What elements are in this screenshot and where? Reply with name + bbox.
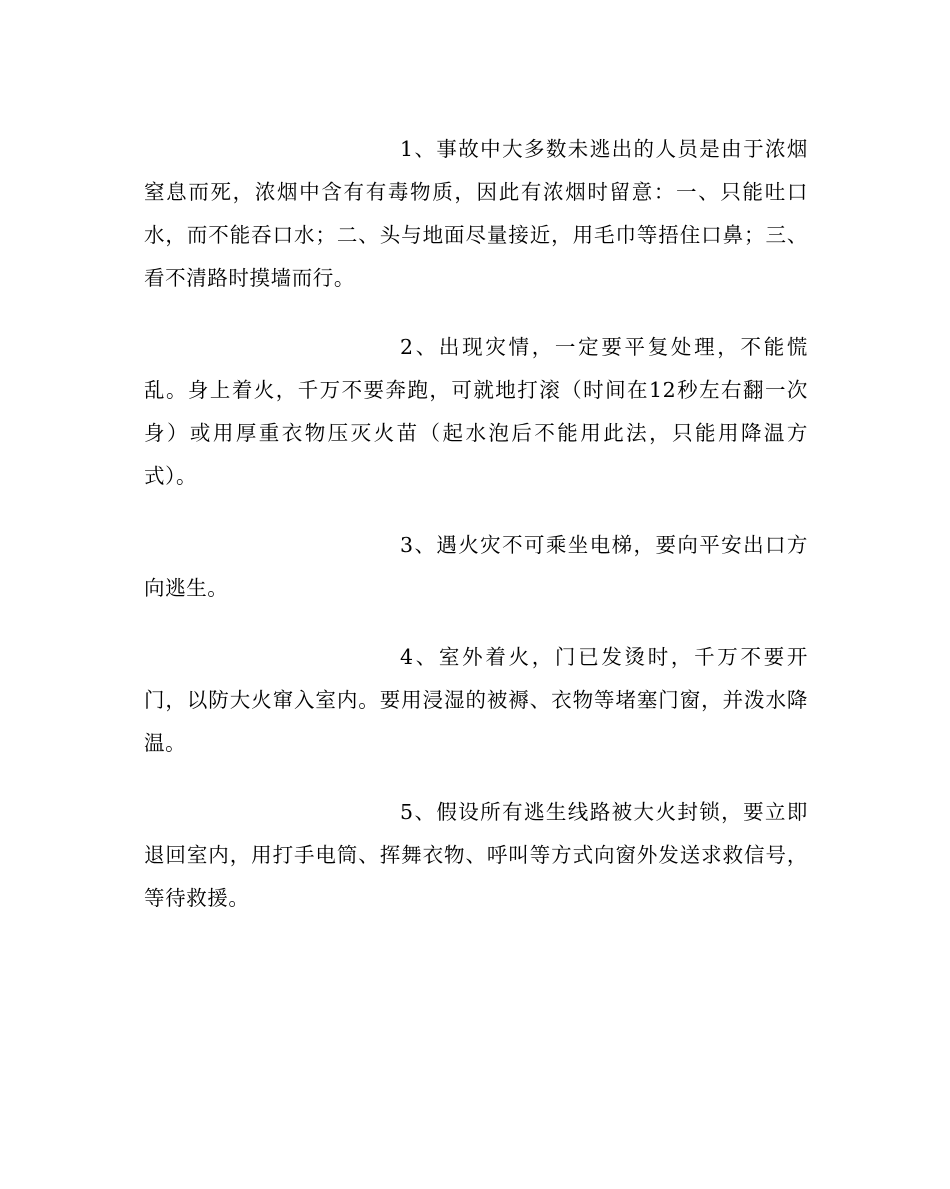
paragraph-4: 4、室外着火，门已发烫时，千万不要开门，以防大火窜入室内。要用浸湿的被褥、衣物等堵塞门窗，并泼水降温。 xyxy=(144,645,808,755)
paragraph-5: 5、假设所有逃生线路被大火封锁，要立即退回室内，用打手电筒、挥舞衣物、呼叫等方式向窗外发送求救信号，等待救援。 xyxy=(144,800,808,910)
paragraph-3: 3、遇火灾不可乘坐电梯，要向平安出口方向逃生。 xyxy=(144,533,808,600)
paragraph-2: 2、出现灾情，一定要平复处理，不能慌乱。身上着火，千万不要奔跑，可就地打滚（时间在12秒左右翻一次身）或用厚重衣物压灭火苗（起水泡后不能用此法，只能用降温方式）。 xyxy=(144,335,808,488)
paragraph-1: 1、事故中大多数未逃出的人员是由于浓烟窒息而死，浓烟中含有有毒物质，因此有浓烟时留意：一、只能吐口水，而不能吞口水；二、头与地面尽量接近，用毛巾等捂住口鼻；三、看不清路时摸墙而行。 xyxy=(144,137,808,290)
document-body xyxy=(144,128,808,920)
